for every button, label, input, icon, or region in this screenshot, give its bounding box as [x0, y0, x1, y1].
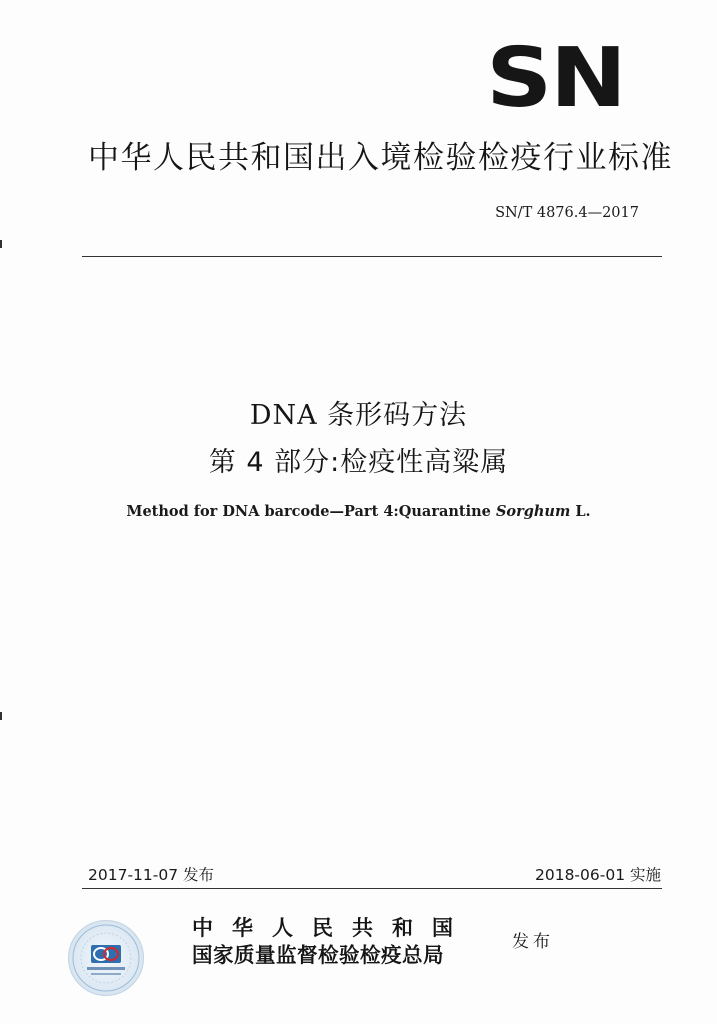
- implementation-date: 2018-06-01 实施: [534, 866, 661, 884]
- issuer-agency: 国家质量监督检验检疫总局: [192, 943, 444, 967]
- document-title-line2: 第 4 部分:检疫性高粱属: [208, 447, 509, 478]
- footer-divider: [82, 888, 662, 889]
- seal-graphic: [69, 921, 143, 995]
- issue-date: 2017-11-07 发布: [88, 866, 215, 884]
- sn-logo: SN: [486, 31, 625, 126]
- scan-mark: [0, 240, 2, 248]
- issuer-country: 中华人民共和国: [192, 915, 472, 940]
- anti-counterfeit-seal-icon: [68, 920, 144, 996]
- document-title-line1: [0, 393, 717, 432]
- english-title-suffix: L.: [570, 503, 591, 520]
- publish-label: 发布: [512, 932, 554, 952]
- scan-mark: [0, 712, 2, 720]
- title-dna: DNA: [249, 400, 318, 431]
- org-title: 中华人民共和国出入境检验检疫行业标准: [88, 140, 673, 176]
- title-line1-rest: 条形码方法: [317, 400, 468, 431]
- standard-code: SN/T 4876.4—2017: [495, 205, 639, 221]
- english-title-italic: Sorghum: [495, 503, 571, 520]
- english-title: [0, 503, 717, 520]
- header-divider: [82, 256, 662, 257]
- english-title-prefix: Method for DNA barcode—Part 4:Quarantine: [126, 503, 496, 520]
